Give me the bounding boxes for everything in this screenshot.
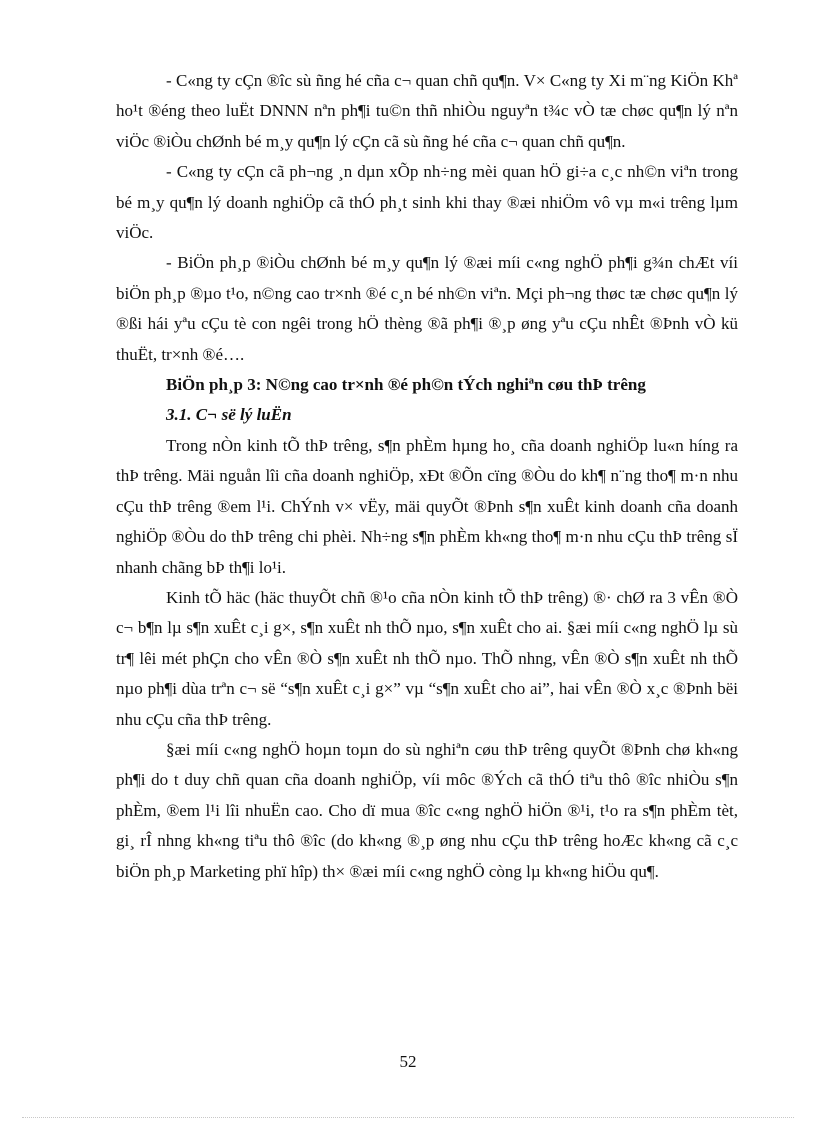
subsection-heading: 3.1. C¬ së lý luËn: [166, 405, 292, 425]
paragraph: - C«ng ty cÇn cã ph¬ng ¸n dµn xÕp nh÷ng mèi quan hÖ gi÷a c¸c nh©n viªn trong bé m¸y qu¶n lý doanh nghiÖp cã thÓ ph¸t sinh khi thay ®æi nhiÖm vô vµ m«i trêng lµm viÖc.: [116, 162, 738, 243]
paragraph: - C«ng ty cÇn ®îc sù ñng hé cña c¬ quan chñ qu¶n. V× C«ng ty Xi m¨ng KiÖn Khª ho¹t ®éng theo luËt DNNN nªn ph¶i tu©n thñ nhiÒu nguyªn t¾c vÒ tæ chøc qu¶n lý nªn viÖc ®iÒu chØnh bé m¸y qu¶n lý cÇn cã sù ñng hé cña c¬ quan chñ qu¶n.: [116, 71, 738, 151]
body-text: [116, 66, 738, 887]
paragraph: - BiÖn ph¸p ®iÒu chØnh bé m¸y qu¶n lý ®æi míi c«ng nghÖ ph¶i g¾n chÆt víi biÖn ph¸p ®µo t¹o, n©ng cao tr×nh ®é c¸n bé nh©n viªn. Mçi ph¬ng thøc tæ chøc qu¶n lý ®ßi hái yªu cÇu tè con ngêi trong hÖ thèng ®ã ph¶i ®¸p øng yªu cÇu nhÊt ®Þnh vÒ kü thuËt, tr×nh ®é….: [116, 253, 738, 364]
page-divider: [22, 1117, 794, 1118]
paragraph: Trong nÒn kinh tÕ thÞ trêng, s¶n phÈm hµng ho¸ cña doanh nghiÖp lu«n híng ra thÞ trêng. Mäi nguån lîi cña doanh nghiÖp, xÐt ®Õn cïng ®Òu do kh¶ n¨ng tho¶ m·n nhu cÇu thÞ trêng ®em l¹i. ChÝnh v× vËy, mäi quyÕt ®Þnh s¶n xuÊt kinh doanh cña doanh nghiÖp ®Òu do thÞ trêng chi phèi. Nh÷ng s¶n phÈm kh«ng tho¶ m·n nhu cÇu thÞ trêng sÏ nhanh chãng bÞ th¶i lo¹i.: [116, 435, 738, 577]
page-number: 52: [399, 1052, 417, 1071]
section-heading: BiÖn ph¸p 3: N©ng cao tr×nh ®é ph©n tÝch nghiªn cøu thÞ trêng: [166, 375, 646, 395]
paragraph: §æi míi c«ng nghÖ hoµn toµn do sù nghiªn cøu thÞ trêng quyÕt ®Þnh chø kh«ng ph¶i do t duy chñ quan cña doanh nghiÖp, víi môc ®Ých cã thÓ tiªu thô ®îc nhiÒu s¶n phÈm, ®em l¹i lîi nhuËn cao. Cho dï mua ®îc c«ng nghÖ hiÖn ®¹i, t¹o ra s¶n phÈm tèt, gi¸ rÎ nhng kh«ng tiªu thô ®îc (do kh«ng ®¸p øng nhu cÇu thÞ trêng hoÆc kh«ng cã c¸c biÖn ph¸p Marketing phï hîp) th× ®æi míi c«ng nghÖ còng lµ kh«ng hiÖu qu¶.: [116, 739, 738, 881]
paragraph: Kinh tÕ häc (häc thuyÕt chñ ®¹o cña nÒn kinh tÕ thÞ trêng) ®· chØ ra 3 vÊn ®Ò c¬ b¶n lµ s¶n xuÊt c¸i g×, s¶n xuÊt nh thÕ nµo, s¶n xuÊt cho ai. §æi míi c«ng nghÖ lµ sù tr¶ lêi mét phÇn cho vÊn ®Ò s¶n xuÊt nh thÕ nµo. ThÕ nhng, vÊn ®Ò s¶n xuÊt nh thÕ nµo ph¶i dùa trªn c¬ së “s¶n xuÊt c¸i g×” vµ “s¶n xuÊt cho ai”, hai vÊn ®Ò x¸c ®Þnh bëi nhu cÇu cña thÞ trêng.: [116, 587, 738, 729]
